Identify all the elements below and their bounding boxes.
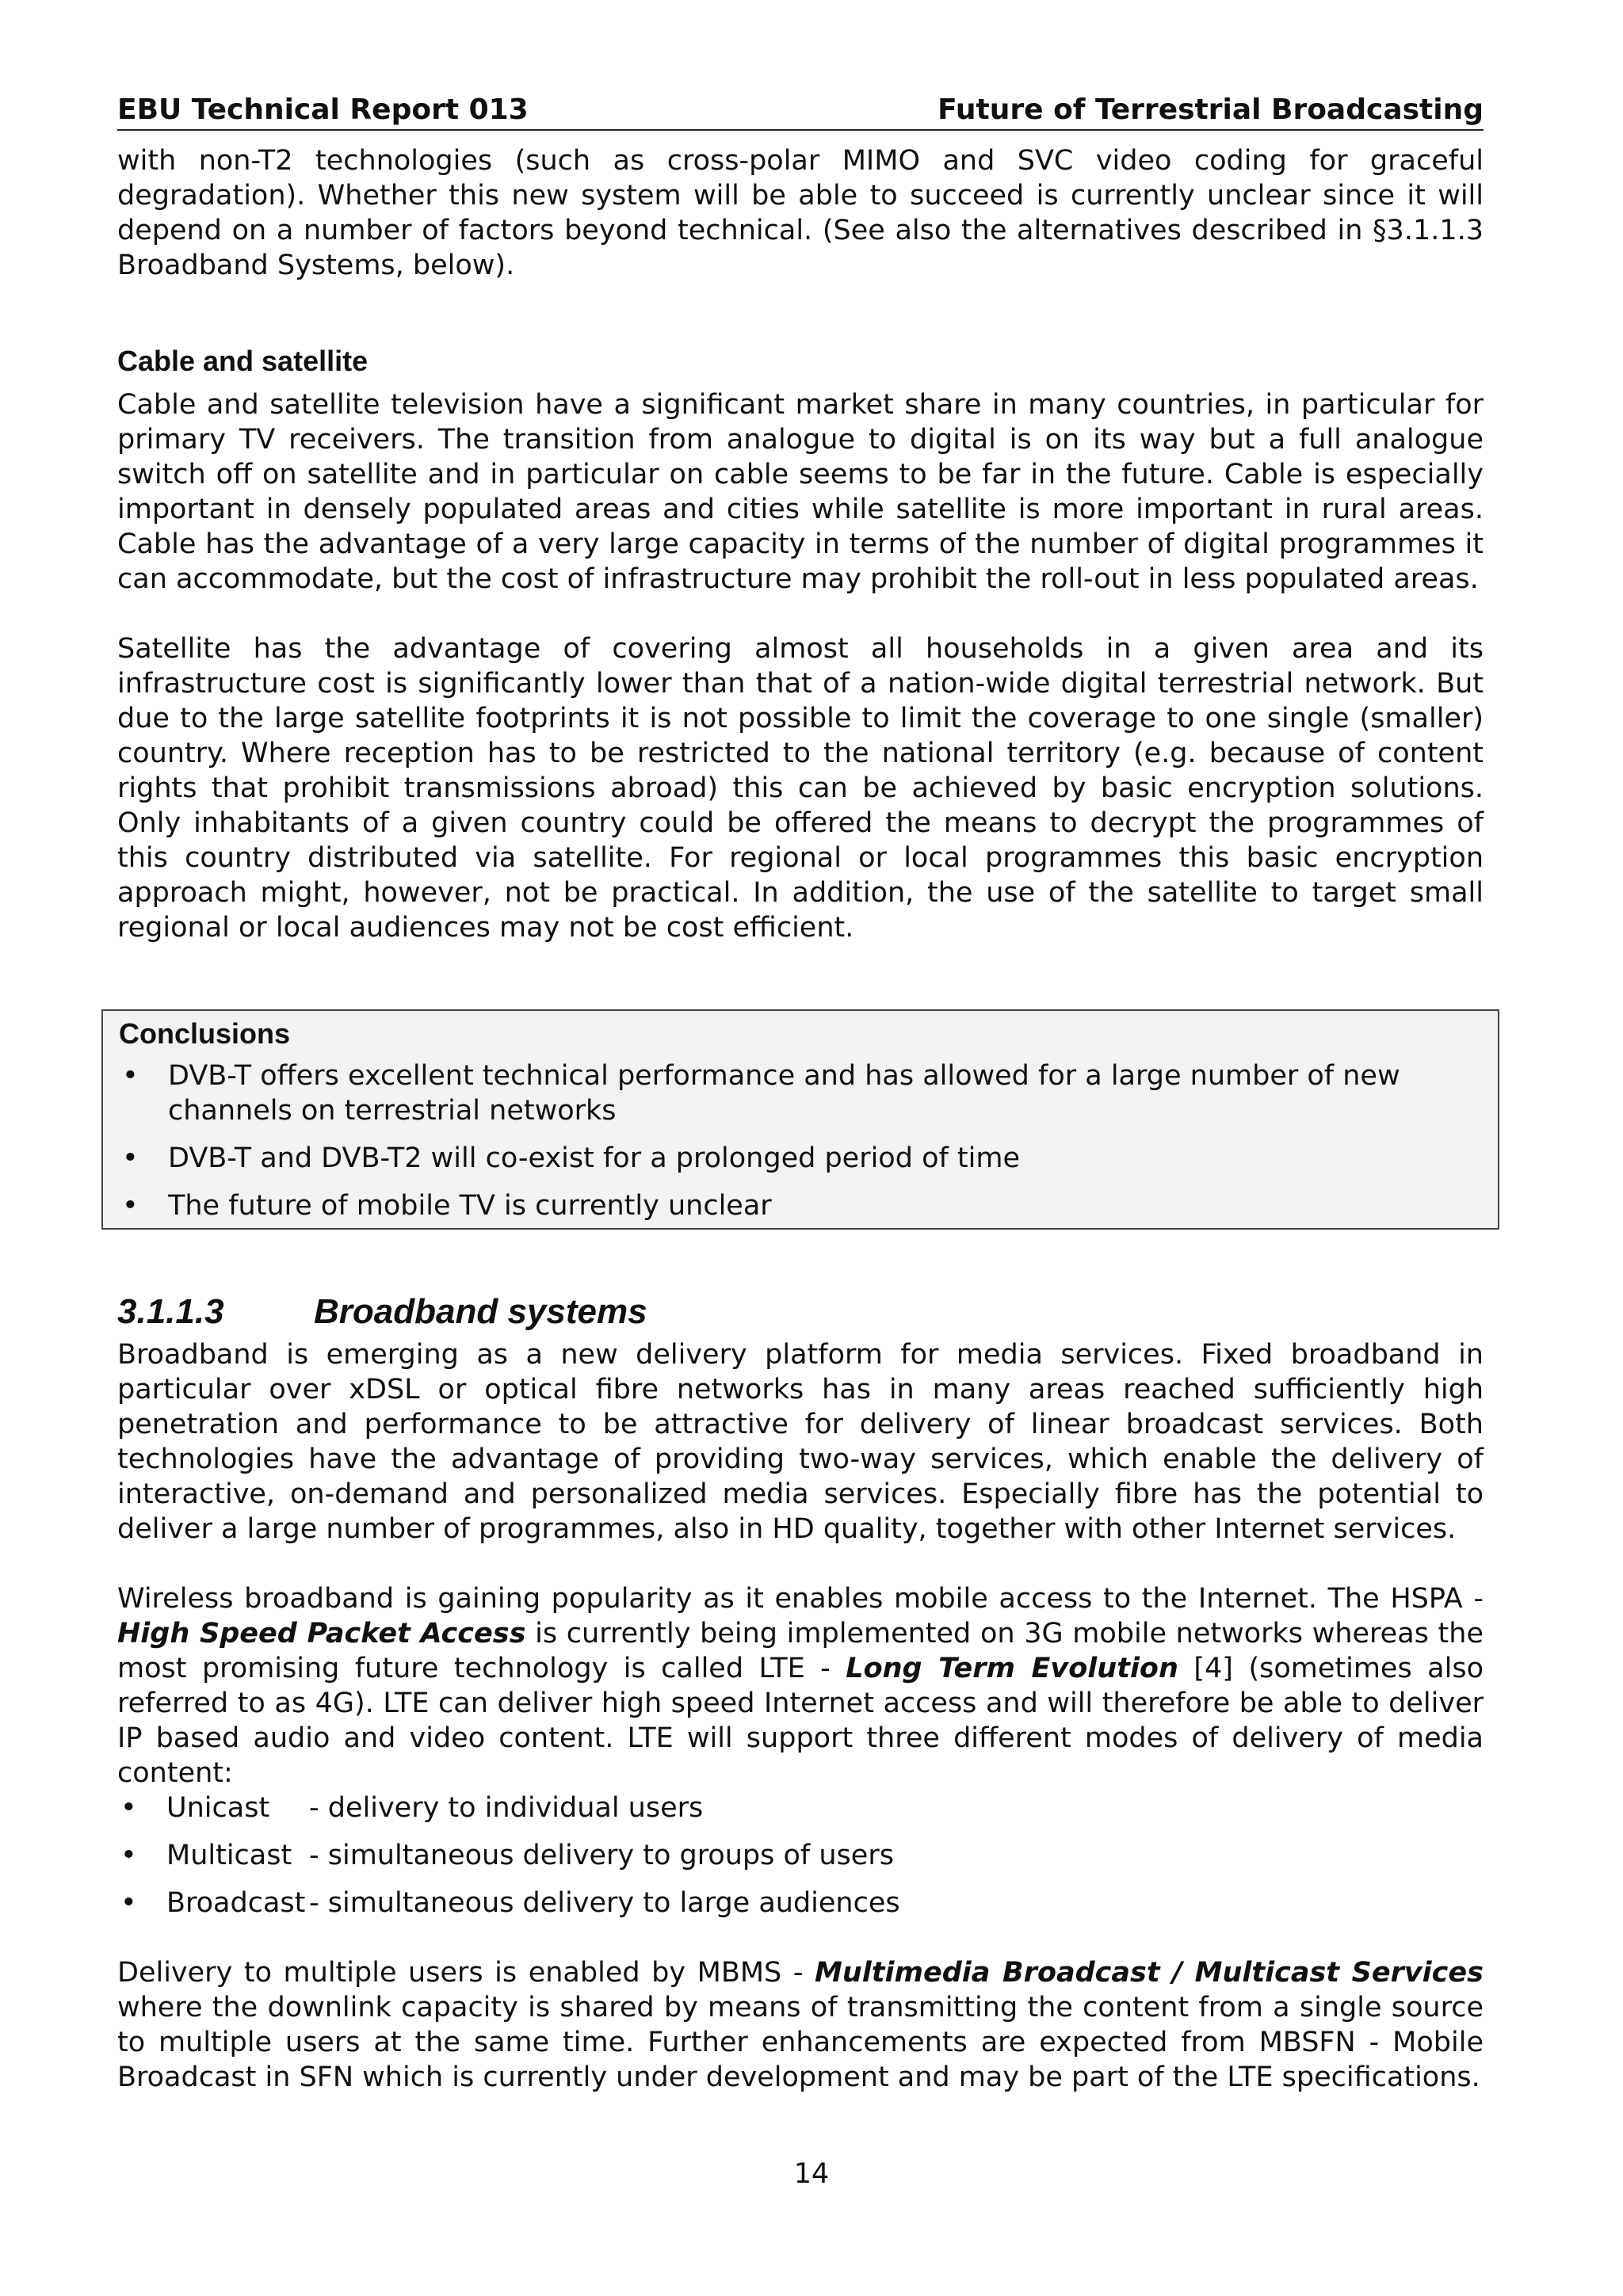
intro-paragraph: with non-T2 technologies (such as cross-polar MIMO and SVC video coding for graceful degradation). Whether this new system will be able to succeed is currently unclear since it will depend on a number of factors beyond technical. (See also the alternatives described in §3.1.1.3 Broadband Systems, below). xyxy=(117,145,1484,281)
conclusions-title: Conclusions xyxy=(119,1017,291,1050)
mode-name: Broadcast xyxy=(166,1887,306,1919)
cable-satellite-heading: Cable and satellite xyxy=(117,345,369,377)
conclusion-text: The future of mobile TV is currently unclear xyxy=(168,1190,772,1222)
mbms-paragraph xyxy=(117,1955,1484,2095)
report-title: EBU Technical Report 013 xyxy=(117,93,529,126)
lte-term: Long Term Evolution xyxy=(846,1653,1178,1684)
mode-name: Unicast xyxy=(166,1792,270,1824)
bullet-icon: • xyxy=(122,1142,139,1174)
list-item xyxy=(117,1791,1484,1825)
broadband-paragraph-1: Broadband is emerging as a new delivery platform for media services. Fixed broadband in particular over xDSL or optical fibre networks has in many areas reached sufficiently high penetration and performance to be attractive for delivery of linear broadcast services. Both technologies have the advantage of providing two-way services, which enable the delivery of interactive, on-demand and personalized media services. Especially fibre has the potential to deliver a large number of programmes, also in HD quality, together with other Internet services. xyxy=(117,1339,1484,1545)
text-span: Wireless broadband is gaining popularity as it enables mobile access to the Internet. The HSPA - xyxy=(117,1583,1484,1615)
broadband-paragraph-2 xyxy=(117,1581,1484,1791)
satellite-paragraph: Satellite has the advantage of covering almost all households in a given area and its infrastructure cost is significantly lower than that of a nation-wide digital terrestrial network. But due to the large satellite footprints it is not possible to limit the coverage to one single (smaller) country. Where reception has to be restricted to the national territory (e.g. because of content rights that prohibit transmissions abroad) this can be achieved by basic encryption solutions. Only inhabitants of a given country could be offered the means to decrypt the programmes of this country distributed via satellite. For regional or local programmes this basic encryption approach might, however, not be practical. In addition, the use of the satellite to target small regional or local audiences may not be cost efficient. xyxy=(117,633,1484,944)
conclusion-text: DVB-T and DVB-T2 will co-exist for a prolonged period of time xyxy=(168,1142,1021,1174)
bullet-icon: • xyxy=(120,1887,137,1919)
section-heading xyxy=(117,1291,1484,1333)
mode-desc: - simultaneous delivery to groups of users xyxy=(309,1840,894,1871)
text-span: Delivery to multiple users is enabled by MBMS - xyxy=(117,1957,815,1989)
section-title: Broadband systems xyxy=(314,1292,647,1331)
list-item xyxy=(119,1188,1482,1223)
list-item xyxy=(119,1058,1482,1128)
page-number: 14 xyxy=(793,2158,830,2190)
list-item xyxy=(117,1838,1484,1873)
mbms-term: Multimedia Broadcast / Multicast Services xyxy=(815,1957,1484,1989)
section-number: 3.1.1.3 xyxy=(117,1292,224,1331)
mode-desc: - simultaneous delivery to large audiences xyxy=(309,1887,900,1919)
cable-paragraph: Cable and satellite television have a significant market share in many countries, in particular for primary TV receivers. The transition from analogue to digital is on its way but a full analogue switch off on satellite and in particular on cable seems to be far in the future. Cable is especially important in densely populated areas and cities while satellite is more important in rural areas. Cable has the advantage of a very large capacity in terms of the number of digital programmes it can accommodate, but the cost of infrastructure may prohibit the roll-out in less populated areas. xyxy=(117,389,1484,595)
text-span: [4] (sometimes also referred to as 4G). LTE can deliver high speed Internet access and will therefore be able to deliver IP based audio and video content. LTE will support three different modes of delivery of media content: xyxy=(117,1653,1484,1789)
hspa-term: High Speed Packet Access xyxy=(117,1618,526,1650)
document-title: Future of Terrestrial Broadcasting xyxy=(938,93,1484,126)
bullet-icon: • xyxy=(122,1190,139,1222)
list-item xyxy=(117,1886,1484,1920)
page-header xyxy=(117,93,1484,131)
mode-desc: - delivery to individual users xyxy=(309,1792,704,1824)
conclusions-list xyxy=(119,1058,1482,1223)
document-page xyxy=(117,93,1484,2095)
delivery-modes-list xyxy=(117,1791,1484,1920)
text-span: where the downlink capacity is shared by means of transmitting the content from a single source to multiple users at the same time. Further enhancements are expected from MBSFN - Mobile Broadcast in SFN which is currently under development and may be part of the LTE specifications. xyxy=(117,1992,1484,2093)
conclusions-box xyxy=(101,1009,1499,1230)
conclusion-text: DVB-T offers excellent technical performance and has allowed for a large number of new channels on terrestrial networks xyxy=(168,1060,1400,1127)
list-item xyxy=(119,1141,1482,1176)
bullet-icon: • xyxy=(120,1840,137,1871)
bullet-icon: • xyxy=(122,1060,139,1092)
mode-name: Multicast xyxy=(166,1840,292,1871)
bullet-icon: • xyxy=(120,1792,137,1824)
text-span: is currently being implemented on 3G mobile networks whereas the most promising future technology is called LTE - xyxy=(117,1618,1484,1684)
